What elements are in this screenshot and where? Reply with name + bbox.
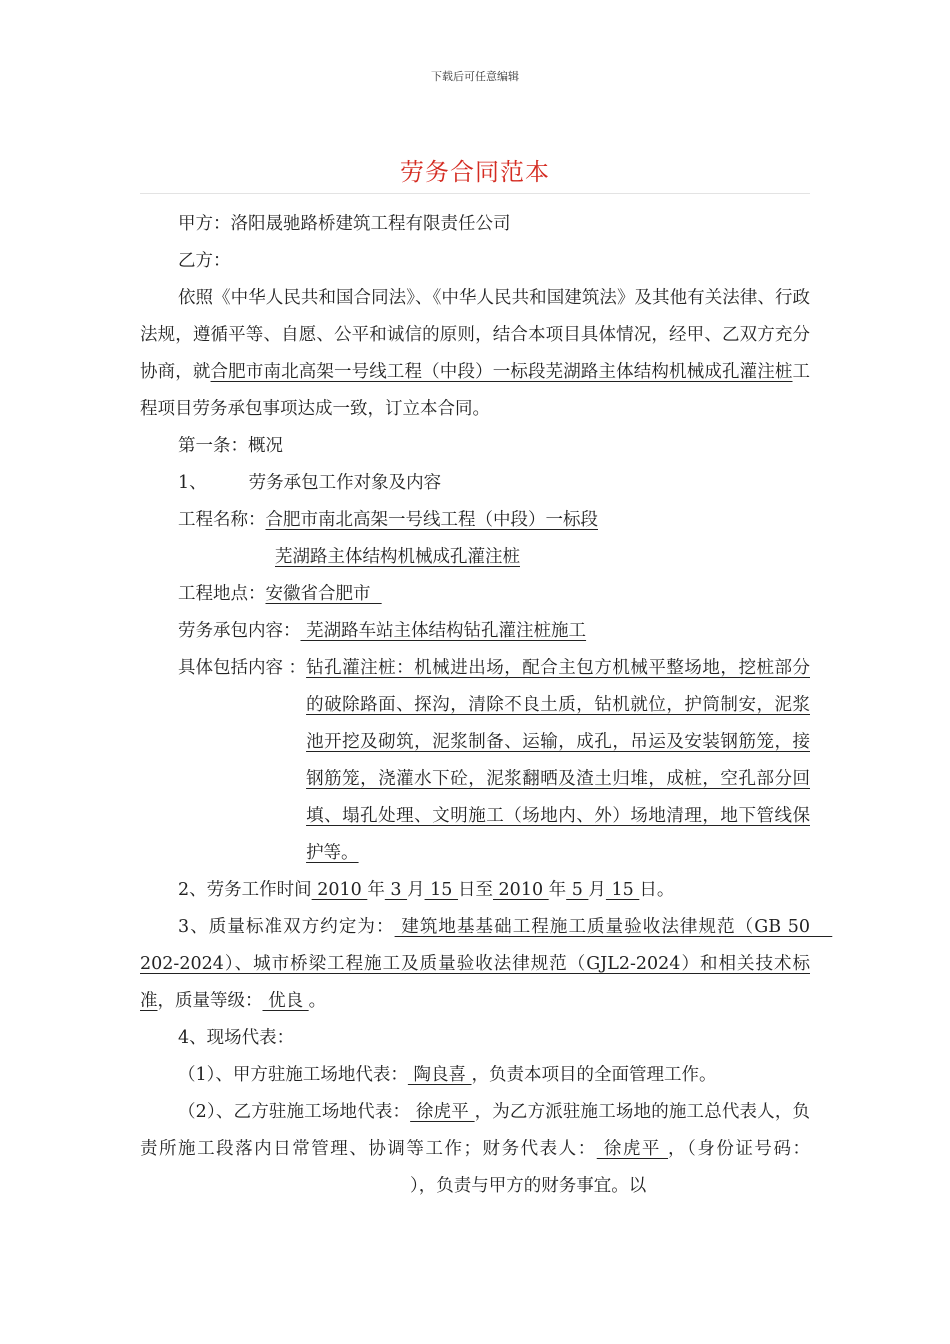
quality-grade-value: 优良 xyxy=(262,991,309,1011)
rep-b-end: ），负责与甲方的财务事宜。以 xyxy=(410,1176,647,1196)
quality-grade-label: ，质量等级： xyxy=(157,991,263,1011)
work-time xyxy=(140,872,810,909)
rep-party-a xyxy=(140,1057,810,1094)
rep-a-name: 陶良喜 xyxy=(407,1065,472,1085)
rep-a-duty: ，负责本项目的全面管理工作。 xyxy=(471,1065,717,1085)
rep-b-label: （2）、乙方驻施工场地代表： xyxy=(178,1102,411,1122)
labor-scope-label: 劳务承包内容： xyxy=(178,621,301,641)
project-name-label: 工程名称： xyxy=(178,510,266,530)
header-note: 下载后可任意编辑 xyxy=(431,70,519,83)
end-day: 15 xyxy=(605,880,640,900)
rep-b-id-label: ，（身份证号码： xyxy=(668,1139,810,1159)
contract-body xyxy=(140,206,833,1205)
quality-standard xyxy=(140,909,833,1020)
labor-scope-value: 芜湖路车站主体结构钻孔灌注桩施工 xyxy=(300,621,587,641)
rep-a-label: （1）、甲方驻施工场地代表： xyxy=(178,1065,408,1085)
quality-label: 3、质量标准双方约定为： xyxy=(178,917,395,937)
unit-year-2: 年 xyxy=(548,880,567,900)
article1-heading: 第一条：概况 xyxy=(178,436,283,456)
end-month: 5 xyxy=(566,880,589,900)
project-site-label: 工程地点： xyxy=(178,584,266,604)
site-rep-heading: 4、现场代表： xyxy=(178,1028,295,1048)
unit-month: 月 xyxy=(407,880,425,900)
party-a: 甲方：洛阳晟驰路桥建筑工程有限责任公司 xyxy=(178,214,511,234)
project-site-value: 安徽省合肥市 xyxy=(265,584,382,604)
unit-month-2: 月 xyxy=(588,880,606,900)
title-divider xyxy=(140,193,810,194)
labor-scope xyxy=(140,613,810,650)
preamble-text-2: 工程项目劳务承包事项达成一致，订立本合同。 xyxy=(140,362,811,419)
rep-party-b xyxy=(140,1094,810,1205)
start-day: 15 xyxy=(424,880,458,900)
rep-b-name: 徐虎平 xyxy=(410,1102,475,1122)
page-title: 劳务合同范本 xyxy=(400,158,550,186)
project-name-line2 xyxy=(140,539,810,576)
rep-b-finance-name: 徐虎平 xyxy=(596,1139,669,1159)
included-content xyxy=(140,650,810,872)
item1-number: 1、 xyxy=(178,473,207,493)
preamble xyxy=(140,280,810,428)
project-name-value-1: 合肥市南北高架一号线工程（中段）一标段 xyxy=(265,510,598,530)
preamble-text-1: 依照《中华人民共和国合同法》、《中华人民共和国建筑法》及其他有关法律、行政法规，遵循平等、自愿、公平和诚信的原则，结合本项目具体情况，经甲、乙双方充分协商，就 xyxy=(140,288,810,382)
rep-b-duty: ，为乙方派驻施工场地的施工总代表人，负责所施工段落内日常管理、协调等工作；财务代表人： xyxy=(140,1102,810,1159)
item1-text: 劳务承包工作对象及内容 xyxy=(248,473,442,493)
unit-day-end: 日。 xyxy=(639,880,675,900)
party-b: 乙方： xyxy=(178,251,231,271)
unit-day-to: 日至 xyxy=(457,880,493,900)
project-name-line1 xyxy=(140,502,810,539)
quality-end: 。 xyxy=(308,991,327,1011)
unit-year: 年 xyxy=(367,880,385,900)
project-name-underlined: 合肥市南北高架一号线工程（中段）一标段芜湖路主体结构机械成孔灌注桩 xyxy=(210,362,793,382)
quality-standard-value: 建筑地基基础工程施工质量验收法律规范（GB 50 202-2024）、城市桥梁工程施工及质量验收法律规范（GJL2-2024）和相关技术标准 xyxy=(140,917,833,1011)
project-site xyxy=(140,576,810,613)
included-label: 具体包括内容 ： xyxy=(178,658,307,678)
start-year: 2010 xyxy=(311,880,368,900)
start-month: 3 xyxy=(384,880,408,900)
project-name-value-2: 芜湖路主体结构机械成孔灌注桩 xyxy=(275,547,520,567)
included-value: 钻孔灌注桩：机械进出场，配合主包方机械平整场地，挖桩部分的破除路面、探沟，清除不良土质，钻机就位，护筒制安，泥浆池开挖及砌筑，泥浆制备、运输，成孔，吊运及安装钢筋笼，接钢筋笼，浇灌水下砼，泥浆翻晒及渣土归堆，成桩，空孔部分回填、塌孔处理、文明施工（场地内、外）场地清理，地下管线保护等。 xyxy=(306,658,810,863)
end-year: 2010 xyxy=(492,880,549,900)
item1 xyxy=(140,465,810,502)
work-time-label: 2、劳务工作时间 xyxy=(178,880,312,900)
